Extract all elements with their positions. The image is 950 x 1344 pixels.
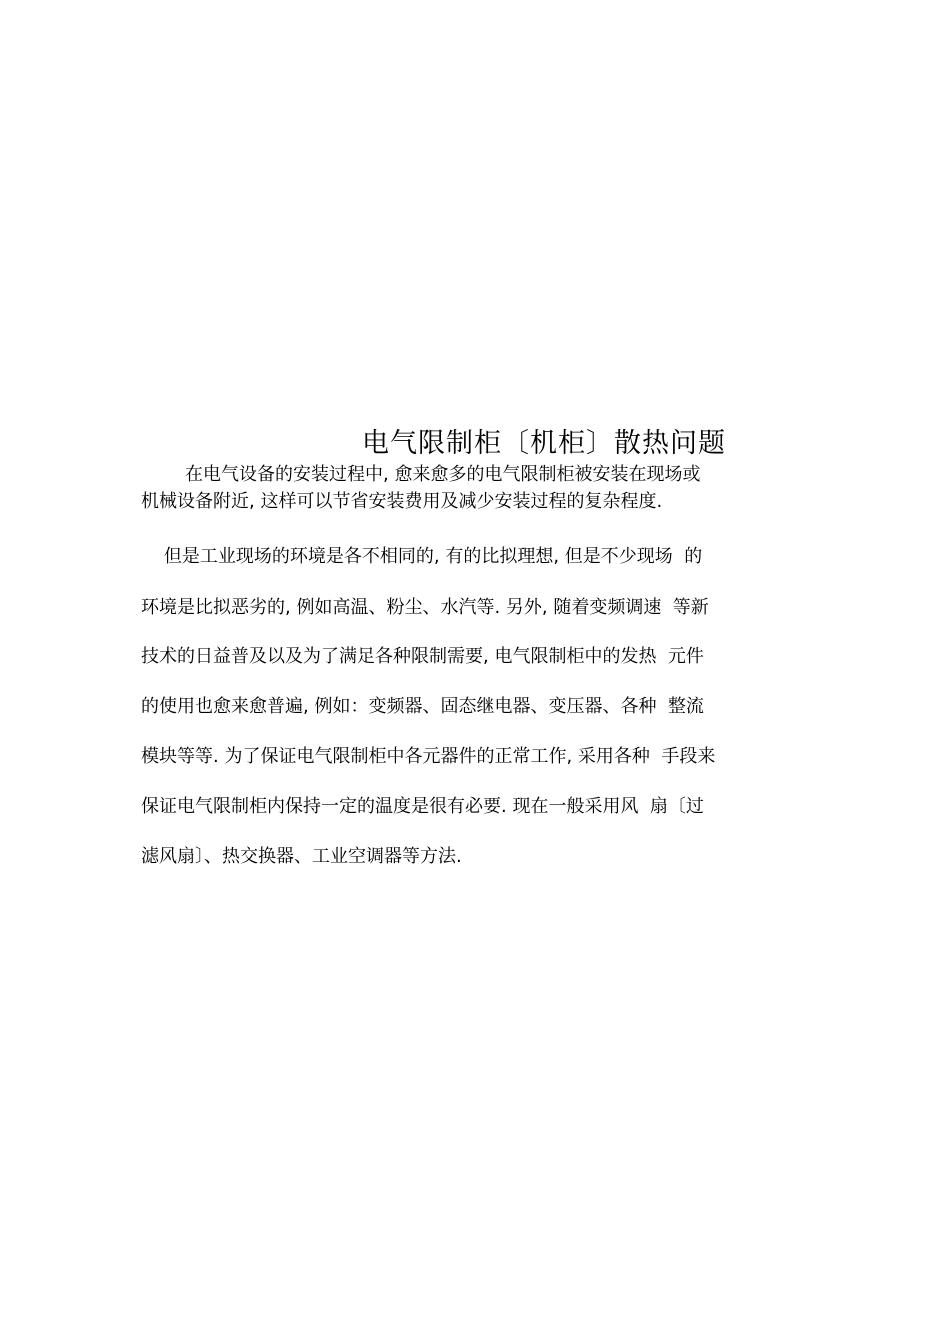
page-title: 电气限制柜〔机柜〕散热问题 xyxy=(362,428,726,459)
intro-line: 机械设备附近, 这样可以节省安装费用及减少安装过程的复杂程度. xyxy=(141,491,663,512)
body-line: 技术的日益普及以及为了满足各种限制需要, 电气限制柜中的发热 元件 xyxy=(141,646,704,667)
intro-line: 在电气设备的安装过程中, 愈来愈多的电气限制柜被安装在现场或 xyxy=(185,464,701,485)
body-line: 滤风扇〕、热交换器、工业空调器等方法. xyxy=(141,846,462,867)
body-line: 环境是比拟恶劣的, 例如高温、粉尘、水汽等. 另外, 随着变频调速 等新 xyxy=(141,597,709,618)
body-line: 模块等等. 为了保证电气限制柜中各元器件的正常工作, 采用各种 手段来 xyxy=(141,746,716,767)
body-line: 的使用也愈来愈普遍, 例如：变频器、固态继电器、变压器、各种 整流 xyxy=(141,696,704,717)
body-line: 保证电气限制柜内保持一定的温度是很有必要. 现在一般采用风 扇〔过 xyxy=(141,796,704,817)
body-line: 但是工业现场的环境是各不相同的, 有的比拟理想, 但是不少现场 的 xyxy=(141,546,703,567)
